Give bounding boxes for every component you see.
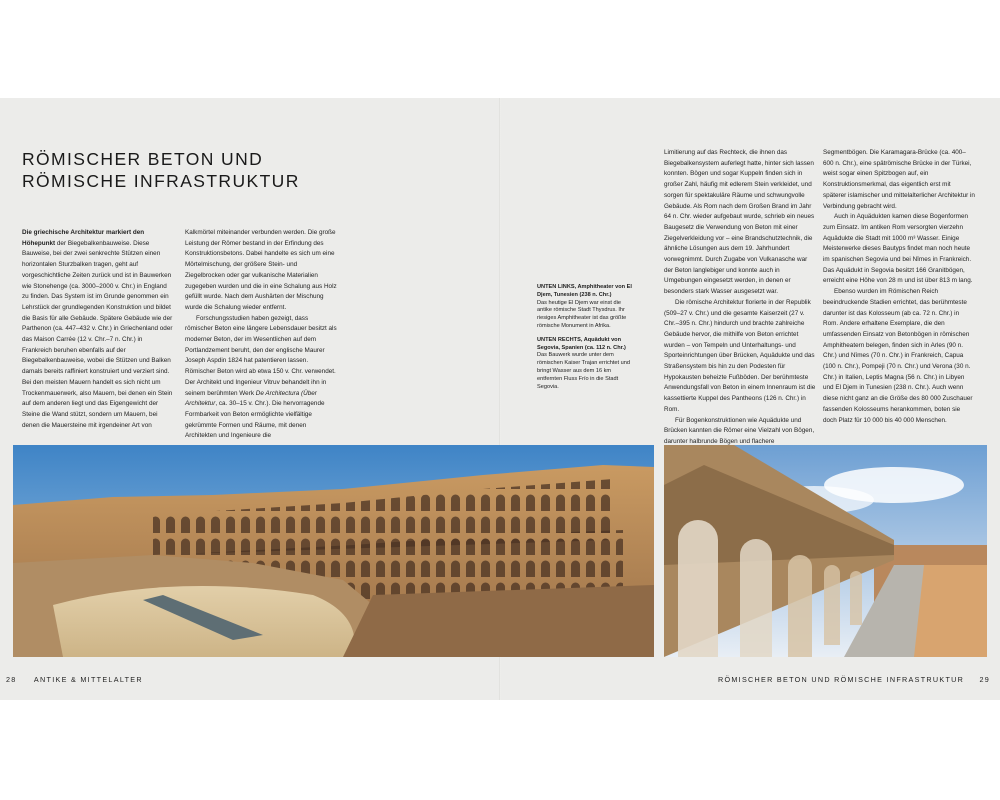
text-column-3 — [664, 148, 816, 448]
amphitheater-photo — [13, 445, 654, 657]
paragraph: Limitierung auf das Rechteck, die ihnen das Biegebalkensystem auferlegt hatte, hinter sich lassen konnten. Bögen und sogar Kuppeln finden sich in großer Zahl, häufig mit edlerem Stein verkleidet, und sorgen für spektakuläre Räume und schwungvolle Gebäude. Als Rom nach dem Großen Brand im Jahr 64 n. Chr. wieder aufgebaut wurde, schrieb ein neues Baugesetz die Verwendung von Beton mit einer Ziegelverkleidung vor – eine Brandschutztechnik, die ähnliche Lösungen aus dem 19. Jahrhundert vorwegnimmt. Durch Zugabe von Vulkanasche war der Beton langlebiger und konnte auch in Umgebungen eingesetzt werden, in denen er besonders stark Wasser ausgesetzt war. — [664, 149, 815, 296]
lead-in: Die griechische Architektur markiert den Höhepunkt — [22, 229, 145, 247]
chapter-title: RÖMISCHER BETON UND RÖMISCHE INFRASTRUKTUR — [22, 149, 300, 191]
page-number-left: 28 — [6, 675, 17, 684]
book-spread — [0, 98, 1000, 700]
paragraph: Forschungsstudien haben gezeigt, dass römischer Beton eine längere Lebensdauer besitzt als moderner Beton, der im Wesentlichen auf dem Portlandzement beruht, den der englische Maurer Joseph Aspdin 1824 hat patentieren lassen. Römischer Beton wird ab etwa 150 v. Chr. verwendet. Der Architekt und Ingenieur Vitruv behandelt ihn in seinem berühmten Werk De Architectura (Über Architektur, ca. 30–15 v. Chr.). Die hervorragende Formbarkeit von Beton ermöglichte vielfältige gekrümmte Formen und Räume, mit denen Architekten und Ingenieure die — [185, 314, 337, 440]
caption-body: Das heutige El Djem war einst die antike römische Stadt Thysdrus. Ihr riesiges Amphitheater ist das größte römische Monument in Afrika. — [537, 299, 627, 329]
caption-heading: UNTEN LINKS, Amphitheater von El Djem, Tunesien (238 n. Chr.) — [537, 284, 632, 298]
caption-body: Das Bauwerk wurde unter dem römischen Kaiser Trajan errichtet und bringt Wasser aus dem 16 km entfernten Fluss Frío in die Stadt Segovia. — [537, 352, 630, 390]
caption-heading: UNTEN RECHTS, Aquädukt von Segovia, Spanien (ca. 112 n. Chr.) — [537, 336, 626, 351]
page-number-right: 29 — [979, 675, 991, 684]
section-title-right: RÖMISCHER BETON UND RÖMISCHE INFRASTRUKTUR — [718, 675, 965, 684]
left-folio — [6, 675, 143, 684]
paragraph: Segmentbögen. Die Karamagara-Brücke (ca. 400–600 n. Chr.), eine spätrömische Brücke in der Türkei, weist sogar einen Spitzbogen auf, ein Konstruktionsmerkmal, das eigentlich erst mit späterer islamischer und mittelalterlicher Architektur in Verbindung gebracht wird. — [823, 149, 975, 210]
section-title-left: ANTIKE & MITTELALTER — [33, 675, 143, 684]
text-column-1 — [22, 228, 174, 431]
right-folio — [718, 675, 990, 684]
paragraph: Kalkmörtel miteinander verbunden werden. Die große Leistung der Römer bestand in der Erfindung des Konstruktionsbetons. Dabei handelte es sich um eine Mörtelmischung, der größere Stein- und Ziegelbrocken oder gar vulkanische Materialien zugegeben wurden und die in eine Schalung aus Holz gefüllt wurde. Nach dem Aushärten der Mischung wurde die Schalung wieder entfernt. — [185, 229, 337, 311]
paragraph: Für Bogenkonstruktionen wie Aquädukte und Brücken kannten die Römer eine Vielzahl von Bögen, darunter halbrunde Bögen und flachere — [664, 416, 815, 445]
aqueduct-photo — [664, 445, 987, 657]
paragraph: Die römische Architektur florierte in der Republik (509–27 v. Chr.) und die gesamte Kaiserzeit (27 v. Chr.–395 n. Chr.) hindurch und brachte zahlreiche Gebäude hervor, die mithilfe von Beton errichtet wurden – von Tempeln und Unterhaltungs- und Sporteinrichtungen über Brücken, Aquädukte und das Straßensystem bis hin zu den Podesten für Hypokausten beheizte Fußböden. Der berühmteste Anwendungsfall von Beton in einem Innenraum ist die kassettierte Kuppel des Pantheons (126 n. Chr.) in Rom. — [664, 298, 816, 413]
text-column-2 — [185, 228, 337, 442]
paragraph: Ebenso wurden im Römischen Reich beeindruckende Stadien errichtet, das berühmteste darunter ist das Kolosseum (ab ca. 72 n. Chr.) in Rom. Andere erhaltene Exemplare, die den umfassenden Einsatz von Betonbögen in römischen Amphitheatern belegen, finden sich in Arles (90 n. Chr.) und Nîmes (70 n. Chr.) in Frankreich, Capua (100 n. Chr.), Pompeji (70 n. Chr.) und Verona (30 n. Chr.) in Italien, Leptis Magna (56 n. Chr.) in Libyen und El Djem in Tunesien (238 n. Chr.). Auch wenn diese nicht ganz an die Größe des 80 000 Zuschauer fassenden Kolosseums herankommen, boten sie doch Platz für 10 000 bis 40 000 Menschen. — [823, 288, 973, 424]
photo-captions — [537, 284, 632, 397]
paragraph: Auch in Aquädukten kamen diese Bogenformen zum Einsatz. Im antiken Rom versorgten vierzehn Aquädukte die Stadt mit 1000 m³ Wasser. Einige Meisterwerke dieses Bautyps findet man noch heute im spanischen Segovia und bei Nîmes in Frankreich. Das Aquädukt in Segovia besitzt 166 Granitbögen, erreicht eine Höhe von 28 m und ist über 813 m lang. — [823, 213, 973, 285]
text-column-4 — [823, 148, 975, 426]
column-1-text: der Biegebalkenbauweise. Diese Bauweise, bei der zwei senkrechte Stützen einen horizontalen Sturzbalken tragen, geht auf vorgeschichtliche Zeiten zurück und ist in Bauwerken wie Stonehenge (ca. 3000–2000 v. Chr.) in England zu finden. Das System ist im Grunde genommen ein Lehrstück der grundlegenden Konstruktion und bildet die Basis für alle Gebäude. Spätere Gebäude wie der Parthenon (ca. 447–432 v. Chr.) in Griechenland oder das Maison Carrée (12 v. Chr.–7 n. Chr.) in Frankreich beruhen ebenfalls auf der Biegebalkenbauweise, wobei die Stützen und Balken damals bereits raffiniert konstruiert und verziert sind. Bei den meisten Mauern handelt es sich nicht um Trockenmauerwerk, also Mauern, bei denen ein Stein auf dem anderen liegt und das Eigengewicht der Steine die Wand stützt, sondern um Mauern, bei denen die Mauersteine mit irgendeiner Art von — [22, 239, 173, 429]
